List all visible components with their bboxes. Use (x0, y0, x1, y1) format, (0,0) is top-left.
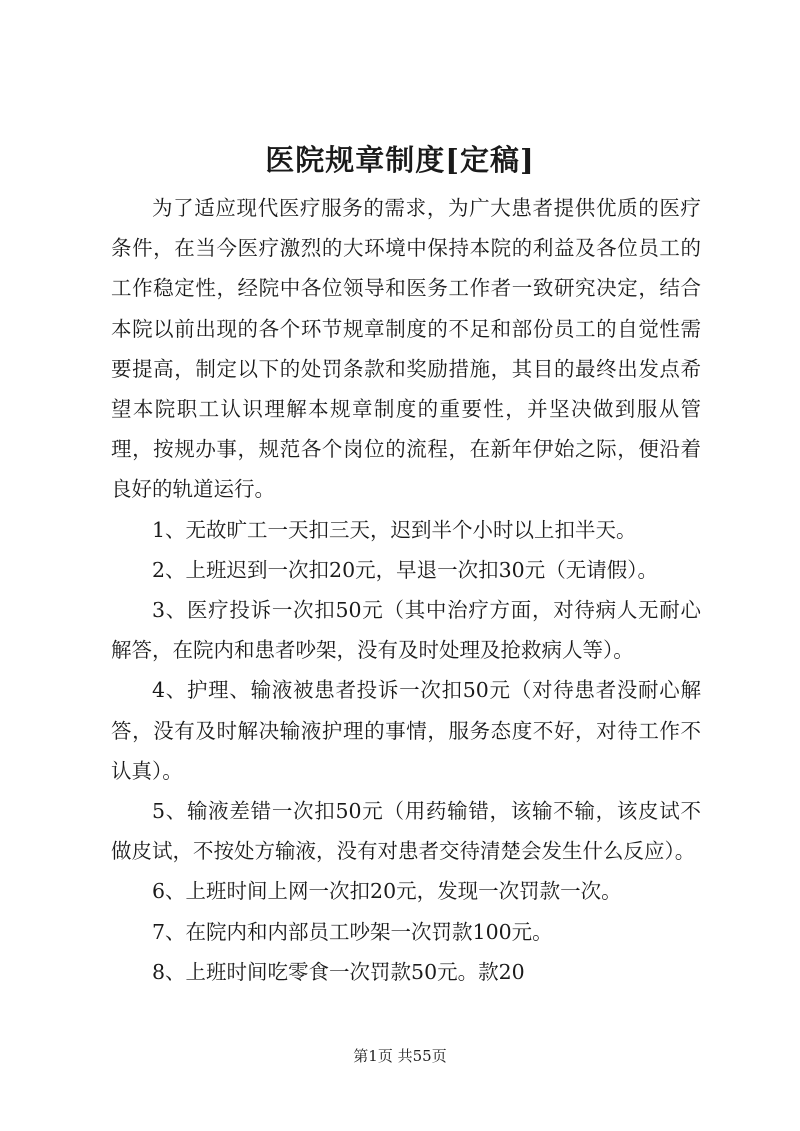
page-number-footer: 第1页 共55页 (353, 1047, 447, 1065)
document-title: 医院规章制度[定稿] (265, 143, 535, 177)
rule-item-7: 7、在院内和内部员工吵架一次罚款100元。 (152, 919, 553, 944)
rule-item-8: 8、上班时间吃零食一次罚款50元。款20 (152, 959, 525, 984)
rule-item-4: 4、护理、输液被患者投诉一次扣50元（对待患者没耐心解答，没有及时解决输液护理的事情，服务态度不好，对待工作不认真）。 (111, 678, 701, 783)
intro-paragraph: 为了适应现代医疗服务的需求，为广大患者提供优质的医疗条件，在当今医疗激烈的大环境中保持本院的利益及各位员工的工作稳定性，经院中各位领导和医务工作者一致研究决定，结合本院以前出现的各个环节规章制度的不足和部份员工的自觉性需要提高，制定以下的处罚条款和奖励措施，其目的最终出发点希望本院职工认识理解本规章制度的重要性，并坚决做到服从管理，按规办事，规范各个岗位的流程，在新年伊始之际，便沿着良好的轨道运行。 (111, 196, 701, 502)
document-body (111, 188, 701, 992)
rule-item-6: 6、上班时间上网一次扣20元，发现一次罚款一次。 (152, 879, 622, 904)
rule-item-5: 5、输液差错一次扣50元（用药输错，该输不输，该皮试不做皮试，不按处方输液，没有对患者交待清楚会发生什么反应）。 (111, 799, 701, 864)
rule-item-3: 3、医疗投诉一次扣50元（其中治疗方面，对待病人无耐心解答，在院内和患者吵架，没有及时处理及抢救病人等）。 (111, 598, 701, 663)
rule-item-1: 1、无故旷工一天扣三天，迟到半个小时以上扣半天。 (152, 517, 637, 542)
rule-item-2: 2、上班迟到一次扣20元，早退一次扣30元（无请假）。 (152, 557, 658, 582)
